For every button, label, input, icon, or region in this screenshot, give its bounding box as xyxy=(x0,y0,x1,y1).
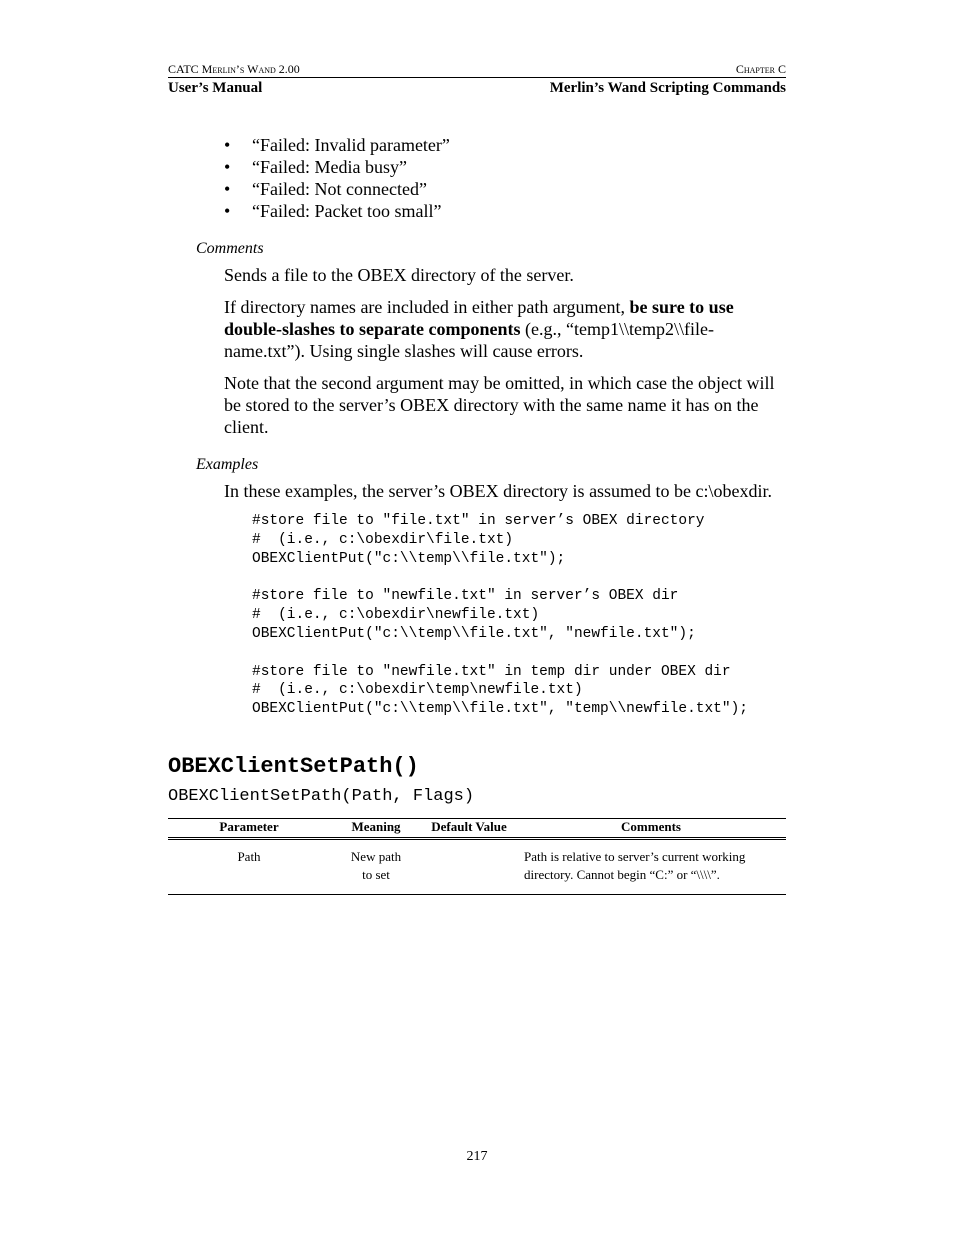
comments-paragraph-2 xyxy=(224,296,786,362)
column-header-comments: Comments xyxy=(516,818,786,838)
comments-paragraph-3: Note that the second argument may be omitted, in which case the object will be stored to the server’s OBEX directory with the same name it has on the client. xyxy=(224,373,775,437)
column-header-meaning: Meaning xyxy=(330,818,422,838)
return-values-list xyxy=(168,134,786,222)
comments-p2-text: If directory names are included in either path argument, xyxy=(224,297,630,317)
comments-p2-emphasis: be sure to use double-slashes to separate components xyxy=(224,297,734,339)
list-item: • “Failed: Not connected” xyxy=(224,178,786,200)
cell-comments: Path is relative to server’s current working directory. Cannot begin “C:” or “\\\\”. xyxy=(516,838,786,894)
list-item: • “Failed: Invalid parameter” xyxy=(224,134,786,156)
function-title: OBEXClientSetPath() xyxy=(168,753,419,779)
table-row xyxy=(168,838,786,894)
page-header xyxy=(168,62,786,97)
header-section: Merlin’s Wand Scripting Commands xyxy=(549,80,786,96)
code-example-2: #store file to "newfile.txt" in server’s OBEX dir # (i.e., c:\obexdir\newfile.txt) OBEXClientPut("c:\\temp\\file.txt", "newfile.txt"); xyxy=(252,588,696,642)
cell-parameter: Path xyxy=(168,838,330,894)
comments-p2-text-end: (e.g., “temp1\\temp2\\file-name.txt”). Using single slashes will cause errors. xyxy=(224,319,714,361)
header-chapter: Chapter C xyxy=(735,62,786,76)
comments-paragraph-1: Sends a file to the OBEX directory of the server. xyxy=(224,265,574,285)
function-signature: OBEXClientSetPath(Path, Flags) xyxy=(168,786,475,806)
table-header-row xyxy=(168,818,786,838)
comments-heading: Comments xyxy=(196,240,264,257)
header-product: CATC Merlin’s Wand 2.00 xyxy=(168,62,300,76)
header-manual: User’s Manual xyxy=(168,80,263,96)
examples-heading: Examples xyxy=(196,456,259,473)
parameters-table xyxy=(168,818,786,895)
page-number: 217 xyxy=(466,1149,488,1164)
code-example-1: #store file to "file.txt" in server’s OBEX directory # (i.e., c:\obexdir\file.txt) OBEXClientPut("c:\\temp\\file.txt"); xyxy=(252,513,705,567)
column-header-default-value: Default Value xyxy=(422,818,516,838)
list-item: • “Failed: Media busy” xyxy=(224,156,786,178)
list-item: • “Failed: Packet too small” xyxy=(224,200,786,222)
cell-meaning: New path to set xyxy=(330,838,422,894)
cell-default-value xyxy=(422,838,516,894)
page-content xyxy=(168,134,786,895)
examples-intro: In these examples, the server’s OBEX directory is assumed to be c:\obexdir. xyxy=(224,481,773,501)
header-rule xyxy=(168,77,786,78)
column-header-parameter: Parameter xyxy=(168,818,330,838)
code-example-3: #store file to "newfile.txt" in temp dir under OBEX dir # (i.e., c:\obexdir\temp\newfile.txt) OBEXClientPut("c:\\temp\\file.txt", "temp\\newfile.txt"); xyxy=(252,663,748,717)
